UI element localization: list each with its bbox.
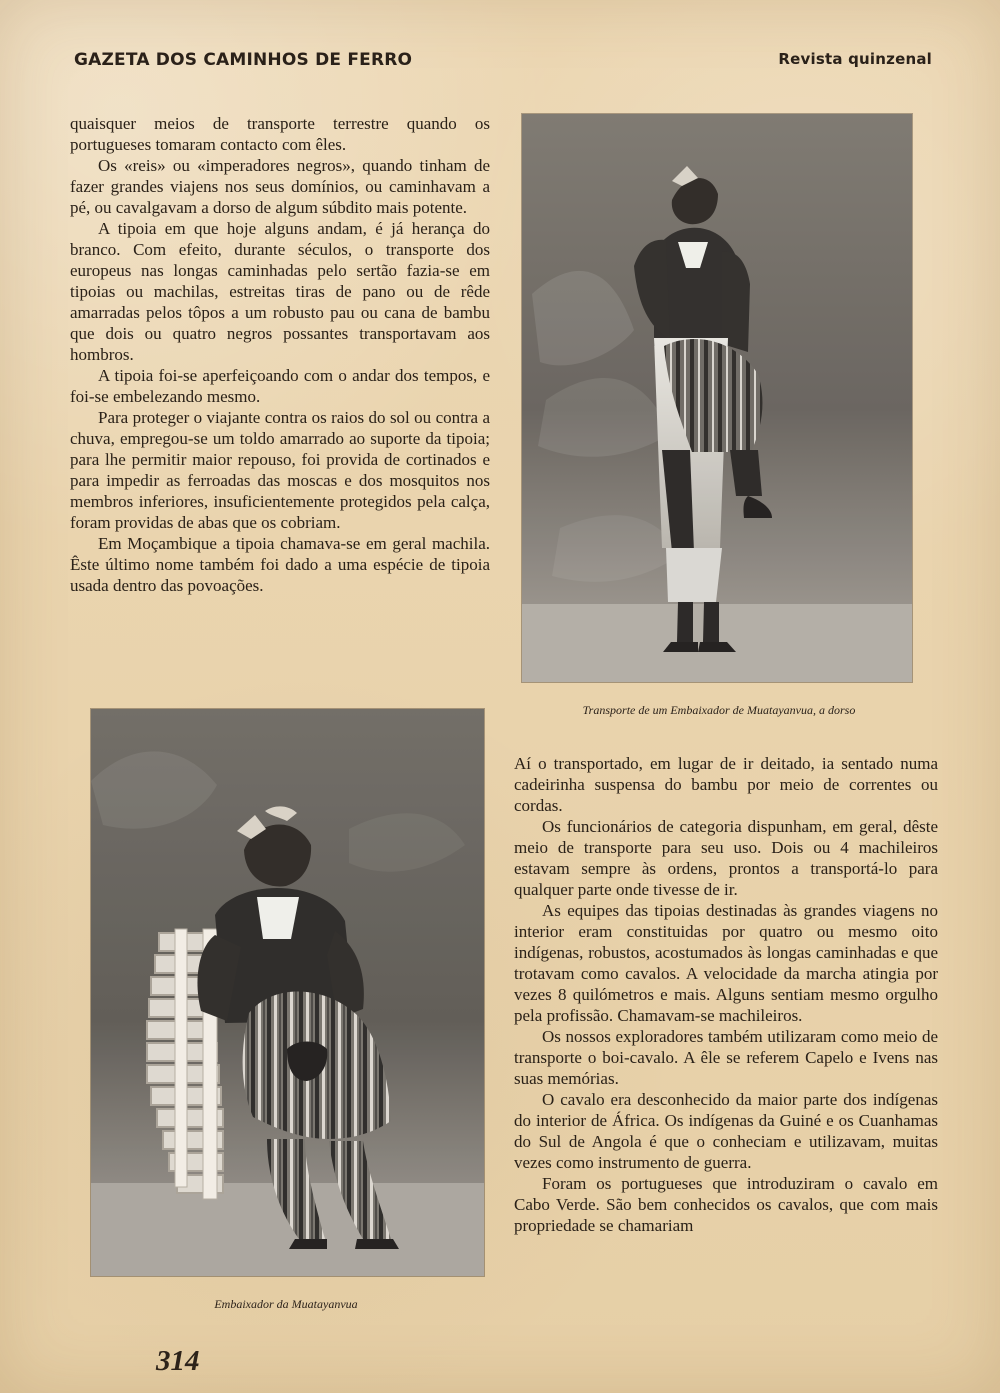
right-text-column xyxy=(514,753,938,1236)
publication-title: GAZETA DOS CAMINHOS DE FERRO xyxy=(74,50,413,70)
left-paragraph-1: quaisquer meios de transporte terrestre quando os portugueses tomaram contacto com êles. xyxy=(70,114,490,154)
bottom-photo-image xyxy=(91,709,484,1276)
right-paragraph-1: Aí o transportado, em lugar de ir deitado, ia sentado numa cadeirinha suspensa do bambu por meio de correntes ou cordas. xyxy=(514,754,938,815)
left-paragraph-2: Os «reis» ou «imperadores negros», quando tinham de fazer grandes viajens nos seus domínios, ou caminhavam a pé, ou cavalgavam a dorso de algum súbdito mais potente. xyxy=(70,156,490,217)
left-text-column xyxy=(70,113,490,596)
left-paragraph-4: A tipoia foi-se aperfeiçoando com o andar dos tempos, e foi-se embelezando mesmo. xyxy=(70,366,490,406)
left-paragraph-3: A tipoia em que hoje alguns andam, é já herança do branco. Com efeito, durante séculos, o transporte dos europeus nas longas caminhadas pelo sertão fazia-se em tipoias ou machilas, estreitas tiras de pano ou de rêde amarradas pelos tôpos a um robusto pau ou cana de bambu que dois ou quatro negros possantes transportavam aos hombros. xyxy=(70,219,490,364)
right-paragraph-6: Foram os portugueses que introduziram o cavalo em Cabo Verde. São bem conhecidos os cavalos, que com mais propriedade se chamariam xyxy=(514,1174,938,1235)
bottom-photograph xyxy=(91,709,484,1276)
publication-subtitle: Revista quinzenal xyxy=(778,50,932,68)
left-paragraph-5: Para proteger o viajante contra os raios do sol ou contra a chuva, empregou-se um toldo amarrado ao suporte da tipoia; para lhe permitir maior repouso, foi provida de cortinados e para impedir as ferroadas das moscas e dos mosquitos nos membros inferiores, insuficientemente protegidos pela calça, foram providas de abas que os cobriam. xyxy=(70,408,490,532)
left-paragraph-6: Em Moçambique a tipoia chamava-se em geral machila. Êste último nome também foi dado a uma espécie de tipoia usada dentro das povoações. xyxy=(70,534,490,595)
top-photograph xyxy=(522,114,912,682)
page-number: 314 xyxy=(156,1345,200,1377)
top-photo-image xyxy=(522,114,912,682)
bottom-photo-caption: Embaixador da Muatayanvua xyxy=(214,1297,358,1311)
right-paragraph-5: O cavalo era desconhecido da maior parte dos indígenas do interior de África. Os indígenas da Guiné e os Cuanhamas do Sul de Angola é que o conheciam e utilizavam, muitas vezes como instrumento de guerra. xyxy=(514,1090,938,1172)
top-photo-caption: Transporte de um Embaixador de Muatayanvua, a dorso xyxy=(582,703,856,717)
right-paragraph-2: Os funcionários de categoria dispunham, em geral, dêste meio de transporte para seu uso. Dois ou 4 machileiros estavam sempre às ordens, prontos a transportá-lo para qualquer parte onde tivesse de ir. xyxy=(514,817,938,899)
right-paragraph-4: Os nossos exploradores também utilizaram como meio de transporte o boi-cavalo. A êle se referem Capelo e Ivens nas suas memórias. xyxy=(514,1027,938,1088)
right-paragraph-3: As equipes das tipoias destinadas às grandes viagens no interior eram constituidas por quatro ou mesmo oito indígenas, robustos, acostumados às longas caminhadas e que trotavam como cavalos. A velocidade da marcha atingia por vezes 8 quilómetros e mais. Alguns sentiam mesmo orgulho pela profissão. Chamavam-se machileiros. xyxy=(514,901,938,1025)
